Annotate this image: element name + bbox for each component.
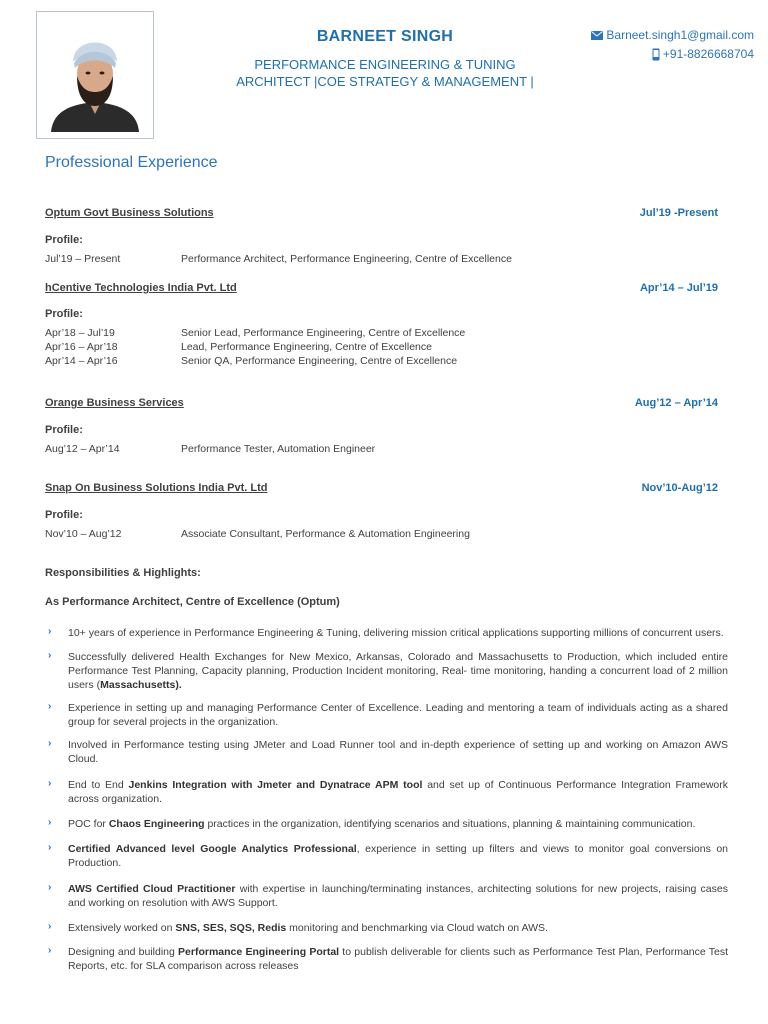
highlight-text-bold: SNS, SES, SQS, Redis: [175, 922, 287, 934]
bullet-chevron-icon: ›: [48, 738, 52, 749]
profile-label: Profile:: [45, 234, 83, 246]
bullet-chevron-icon: ›: [48, 921, 52, 932]
highlight-text: Involved in Performance testing using JMeter and Load Runner tool and in-depth experience of setting up and working on Amazon AWS Cloud.: [68, 739, 728, 765]
highlight-text: , experience in setting up filters and views to monitor goal conversions on Production.: [68, 843, 729, 869]
role-period: Apr’18 – Jul’19: [45, 327, 115, 339]
highlight-text-bold: Jenkins Integration with Jmeter and Dynatrace APM tool: [128, 779, 423, 791]
role-period: Jul’19 – Present: [45, 253, 121, 265]
phone-number: +91-8826668704: [662, 47, 754, 61]
profile-photo: [36, 11, 154, 139]
role-period: Apr’16 – Apr’18: [45, 341, 118, 353]
company-name-optum: Optum Govt Business Solutions: [45, 207, 214, 219]
candidate-name: BARNEET SINGH: [316, 28, 454, 45]
highlights-list: [45, 626, 728, 973]
highlight-text-bold: Chaos Engineering: [108, 818, 205, 830]
envelope-icon: [591, 31, 603, 40]
bullet-chevron-icon: ›: [48, 626, 52, 637]
highlight-list-item: [45, 882, 728, 910]
highlight-list-item: [45, 921, 728, 935]
company-name-hcentive: hCentive Technologies India Pvt. Ltd: [45, 282, 237, 294]
highlight-text: Successfully delivered Health Exchanges for New Mexico, Arkansas, Colorado and Massachusetts to Production, which included entire Performance Test Planning, Capacity planning, Production Incident monitoring, Real- time monitoring, handing a concurrent load of 2 million users (: [68, 651, 728, 691]
bullet-chevron-icon: ›: [48, 817, 52, 828]
highlight-text: and set up of Continuous Performance Integration Framework across organization.: [68, 779, 729, 805]
role-title: Senior QA, Performance Engineering, Centre of Excellence: [181, 355, 458, 367]
company-name-orange: Orange Business Services: [45, 397, 184, 409]
email-link[interactable]: Barneet.singh1@gmail.com: [606, 28, 754, 42]
role-title: Performance Tester, Automation Engineer: [181, 443, 376, 455]
title-line-1: PERFORMANCE ENGINEERING & TUNING: [254, 57, 516, 72]
role-heading: As Performance Architect, Centre of Excellence (Optum): [45, 596, 340, 608]
bullet-chevron-icon: ›: [48, 882, 52, 893]
role-period: Aug’12 – Apr’14: [45, 443, 120, 455]
highlight-text: End to End: [68, 779, 129, 791]
company-dates-optum: Jul’19 -Present: [639, 207, 718, 219]
bullet-chevron-icon: ›: [48, 701, 52, 712]
company-dates-hcentive: Apr’14 – Jul’19: [639, 282, 718, 294]
profile-label: Profile:: [45, 308, 83, 320]
highlight-list-item: [45, 817, 728, 831]
company-dates-orange: Aug’12 – Apr’14: [634, 397, 718, 409]
bullet-chevron-icon: ›: [48, 650, 52, 661]
highlight-text-bold: AWS Certified Cloud Practitioner: [68, 883, 236, 895]
highlight-list-item: [45, 650, 728, 692]
highlight-list-item: [45, 626, 728, 640]
highlight-text: 10+ years of experience in Performance Engineering & Tuning, delivering mission critical applications supporting millions of concurrent users.: [68, 627, 724, 639]
role-period: Nov’10 – Aug’12: [45, 528, 122, 540]
bullet-chevron-icon: ›: [48, 945, 52, 956]
company-name-snap-on: Snap On Business Solutions India Pvt. Ltd: [45, 482, 268, 494]
bullet-chevron-icon: ›: [48, 842, 52, 853]
highlight-list-item: [45, 701, 728, 729]
mobile-phone-icon: [652, 48, 660, 61]
role-title: Senior Lead, Performance Engineering, Centre of Excellence: [181, 327, 466, 339]
highlight-text: POC for: [68, 818, 109, 830]
section-title-professional-experience: Professional Experience: [45, 154, 218, 171]
highlight-text: Experience in setting up and managing Performance Center of Excellence. Leading and mentoring a team of individuals acting as a shared group for several projects in the organization.: [68, 702, 728, 728]
highlight-text: with expertise in launching/terminating instances, architecting solutions for new projects, raising cases and working on resolution with AWS Support.: [68, 883, 728, 909]
role-period: Apr’14 – Apr’16: [45, 355, 118, 367]
highlight-text: Extensively worked on: [68, 922, 176, 934]
highlight-list-item: [45, 842, 728, 870]
highlight-text: Designing and building: [68, 946, 179, 958]
candidate-title: [200, 56, 570, 90]
role-title: Associate Consultant, Performance & Automation Engineering: [181, 528, 470, 540]
role-title: Lead, Performance Engineering, Centre of Excellence: [181, 341, 432, 353]
profile-label: Profile:: [45, 424, 83, 436]
highlight-text: practices in the organization, identifying scenarios and situations, planning & maintaining communication.: [204, 818, 696, 830]
highlight-text: monitoring and benchmarking via Cloud watch on AWS.: [286, 922, 548, 934]
company-dates-snap-on: Nov’10-Aug’12: [641, 482, 718, 494]
title-line-2: ARCHITECT |COE STRATEGY & MANAGEMENT |: [236, 74, 534, 89]
responsibilities-heading: Responsibilities & Highlights:: [45, 567, 201, 579]
role-title: Performance Architect, Performance Engineering, Centre of Excellence: [181, 253, 512, 265]
person-portrait-image: [43, 18, 147, 132]
highlight-text-bold: Massachusetts).: [100, 679, 182, 691]
highlight-text: to publish deliverable for clients such as Performance Test Plan, Performance Test Reports, etc. for SLA comparison across releases: [68, 946, 728, 972]
highlight-list-item: [45, 945, 728, 973]
bullet-chevron-icon: ›: [48, 778, 52, 789]
highlight-list-item: [45, 778, 728, 806]
highlight-list-item: [45, 738, 728, 766]
highlight-text-bold: Certified Advanced level Google Analytics Professional: [68, 843, 357, 855]
profile-label: Profile:: [45, 509, 83, 521]
contact-info: [591, 26, 754, 64]
email-row: [591, 26, 754, 45]
phone-row: [591, 45, 754, 64]
highlight-text-bold: Performance Engineering Portal: [178, 946, 340, 958]
